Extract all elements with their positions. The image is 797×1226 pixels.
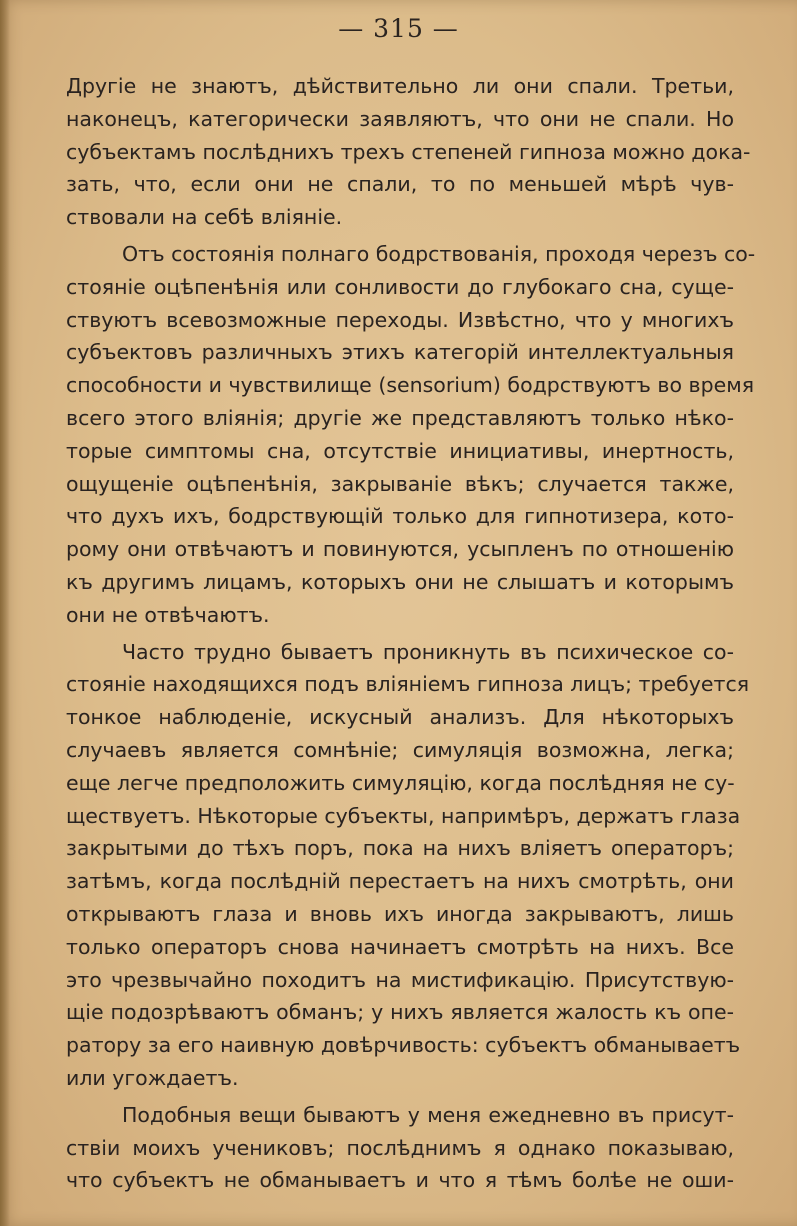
text-line: щіе подозрѣваютъ обманъ; у нихъ является жалость къ опе- (66, 1000, 734, 1025)
text-line: Отъ состоянія полнаго бодрствованія, проходя черезъ со- (122, 241, 756, 266)
text-line: ствуютъ всевозможные переходы. Извѣстно, что у многихъ (66, 307, 734, 332)
text-line: закрытыми до тѣхъ поръ, пока на нихъ вліяетъ операторъ; (66, 836, 734, 861)
text-line: только операторъ снова начинаетъ смотрѣть на нихъ. Все (66, 934, 734, 959)
text-line: случаевъ является сомнѣніе; симуляція возможна, легка; (66, 737, 734, 762)
text-line: рому они отвѣчаютъ и повинуются, усыпленъ по отношенію (66, 537, 734, 562)
text-line: ствовали на себѣ вліяніе. (66, 205, 343, 230)
text-line: субъектовъ различныхъ этихъ категорій интеллектуальныя (66, 340, 734, 365)
text-line: стояніе оцѣпенѣнія или сонливости до глубокаго сна, суще- (66, 274, 734, 299)
text-line: ществуетъ. Нѣкоторые субъекты, напримѣръ, держатъ глаза (66, 803, 741, 828)
text-line: открываютъ глаза и вновь ихъ иногда закрываютъ, лишь (66, 901, 734, 926)
text-line: или угождаетъ. (66, 1065, 239, 1090)
text-line: еще легче предположить симуляцію, когда послѣдняя не су- (66, 770, 735, 795)
page-body-text (66, 70, 756, 1201)
text-line: стояніе находящихся подъ вліяніемъ гипноза лицъ; требуется (66, 672, 750, 697)
text-line: ратору за его наивную довѣрчивость: субъектъ обманываетъ (66, 1033, 741, 1058)
text-line: ствіи моихъ учениковъ; послѣднимъ я однако показываю, (66, 1135, 734, 1160)
page-binding-shadow (0, 0, 10, 1226)
text-line: что субъектъ не обманываетъ и что я тѣмъ болѣе не оши- (66, 1168, 734, 1193)
text-line: что духъ ихъ, бодрствующій только для гипнотизера, кото- (66, 504, 734, 529)
text-line: наконецъ, категорически заявляютъ, что они не спали. Но (66, 106, 734, 131)
text-line: къ другимъ лицамъ, которыхъ они не слышатъ и которымъ (66, 569, 734, 594)
text-line: Подобныя вещи бываютъ у меня ежедневно въ присут- (122, 1102, 734, 1127)
text-line: они не отвѣчаютъ. (66, 602, 270, 627)
text-line: Часто трудно бываетъ проникнуть въ психическое со- (122, 639, 734, 664)
text-line: тонкое наблюденіе, искусный анализъ. Для нѣкоторыхъ (66, 705, 734, 730)
paragraph (66, 1099, 734, 1197)
text-line: способности и чувствилище (sensorium) бодрствуютъ во время (66, 373, 755, 398)
text-line: всего этого вліянія; другіе же представляютъ только нѣко- (66, 405, 734, 430)
text-line: Другіе не знаютъ, дѣйствительно ли они спали. Третьи, (66, 74, 734, 98)
text-line: торые симптомы сна, отсутствіе инициативы, инертность, (66, 438, 734, 463)
paragraph (66, 70, 751, 234)
text-line: зать, что, если они не спали, то по меньшей мѣрѣ чув- (66, 172, 734, 197)
text-line: затѣмъ, когда послѣдній перестаетъ на нихъ смотрѣть, они (66, 869, 734, 894)
text-line: это чрезвычайно походитъ на мистификацію. Присутствую- (66, 967, 734, 992)
paragraph (66, 636, 750, 1095)
text-line: ощущеніе оцѣпенѣнія, закрываніе вѣкъ; случается также, (66, 471, 734, 496)
page-number: — 315 — (338, 14, 459, 43)
text-line: субъектамъ послѣднихъ трехъ степеней гипноза можно дока- (66, 139, 751, 164)
paragraph (66, 238, 756, 632)
